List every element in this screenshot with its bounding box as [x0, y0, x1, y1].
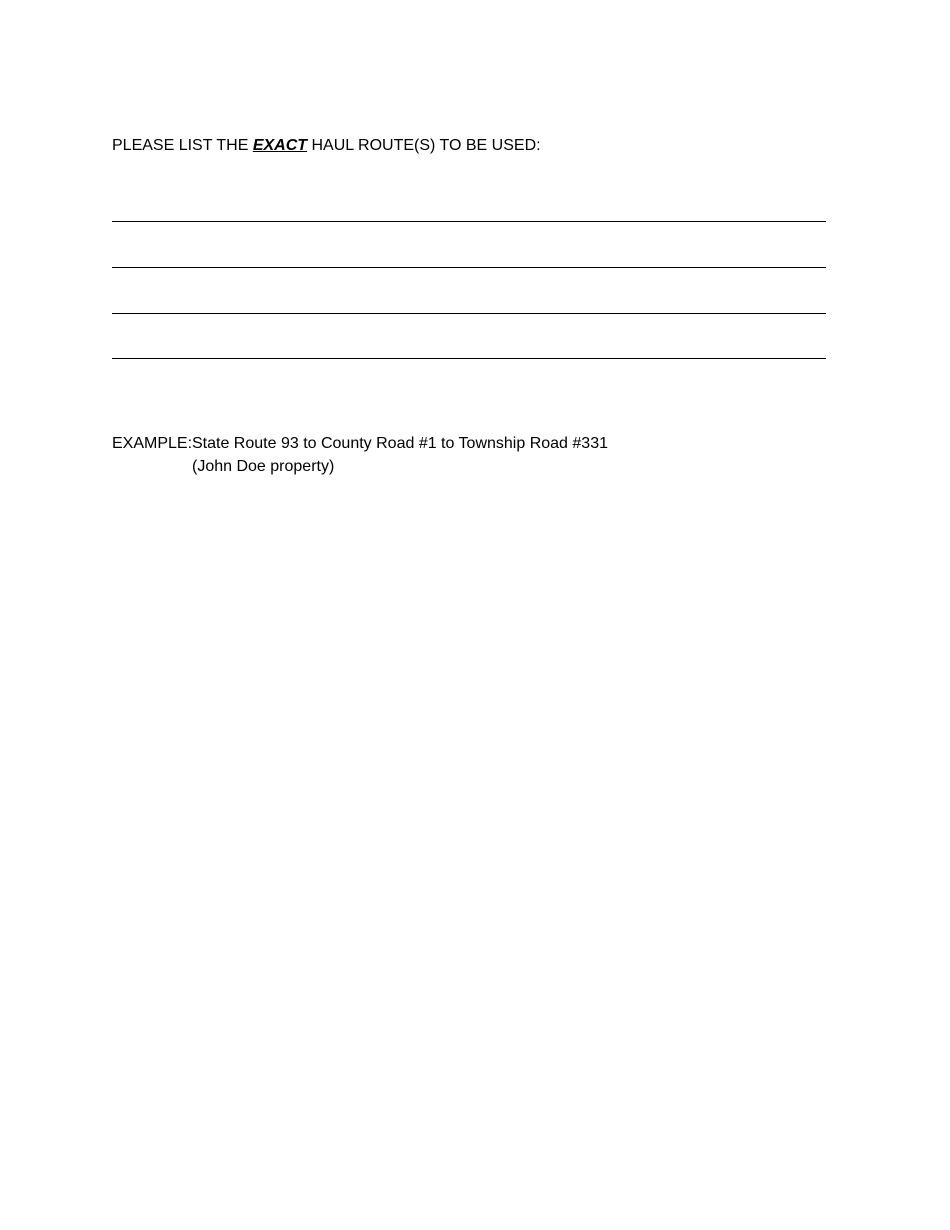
haul-route-answer-line-2[interactable]: [112, 267, 826, 268]
haul-route-answer-line-1[interactable]: [112, 221, 826, 222]
haul-route-answer-line-3[interactable]: [112, 313, 826, 314]
haul-route-answer-line-4[interactable]: [112, 358, 826, 359]
example-route-text: State Route 93 to County Road #1 to Township Road #331: [192, 435, 608, 452]
example-property-text: (John Doe property): [192, 458, 335, 475]
example-label: EXAMPLE:: [112, 435, 193, 452]
prompt-text-before: PLEASE LIST THE: [112, 137, 253, 154]
haul-route-prompt: [112, 136, 541, 156]
example-block: [112, 432, 608, 478]
example-row-2: [112, 455, 608, 478]
prompt-text-after: HAUL ROUTE(S) TO BE USED:: [307, 137, 541, 154]
prompt-emphasis-exact: EXACT: [252, 137, 308, 154]
example-row-1: [112, 432, 608, 455]
